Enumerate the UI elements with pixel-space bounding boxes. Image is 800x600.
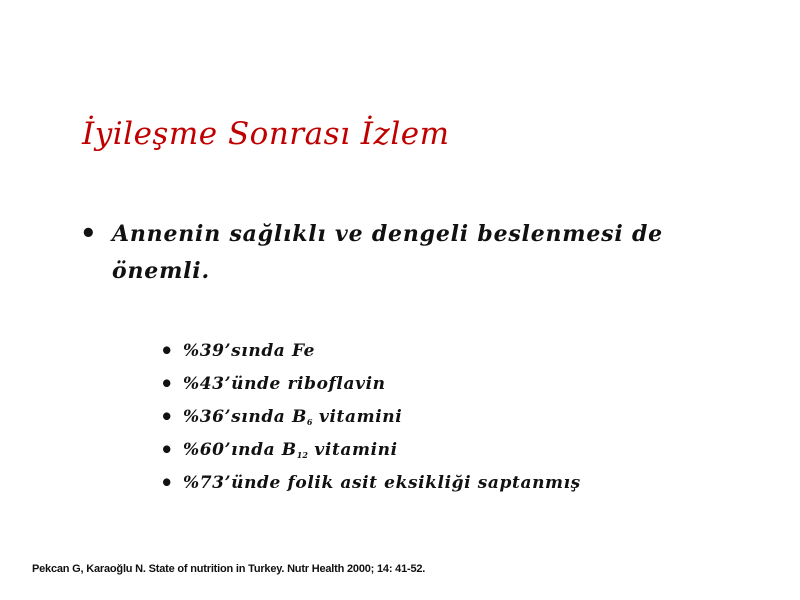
list-item-text (183, 440, 398, 460)
list-item (160, 336, 581, 369)
list-item-text (183, 407, 402, 427)
list-item (160, 369, 581, 402)
bullet-icon: • (160, 470, 175, 495)
subscript: 12 (296, 450, 308, 460)
list-item (160, 435, 581, 468)
bullet-icon: • (80, 219, 98, 249)
deficiency-list (160, 336, 581, 501)
citation: Pekcan G, Karaoğlu N. State of nutrition in Turkey. Nutr Health 2000; 14: 41-52. (32, 563, 426, 575)
list-item-text: %39’sında Fe (183, 341, 316, 361)
list-item-text-before: %36’sında B (183, 407, 307, 427)
slide-title: İyileşme Sonrası İzlem (82, 116, 450, 152)
bullet-icon: • (160, 437, 175, 462)
list-item-text: %43’ünde riboflavin (183, 374, 386, 394)
bullet-icon: • (160, 404, 175, 429)
list-item-text-before: %60’ında B (183, 440, 297, 460)
subscript: 6 (306, 417, 313, 427)
bullet-icon: • (160, 338, 175, 363)
list-item-text-after: vitamini (312, 407, 403, 427)
bullet-icon: • (160, 371, 175, 396)
list-item (160, 468, 581, 501)
list-item (160, 402, 581, 435)
list-item-text: %73’ünde folik asit eksikliği saptanmış (183, 473, 581, 493)
main-bullet-text: Annenin sağlıklı ve dengeli beslenmesi de önemli. (112, 221, 663, 284)
list-item-text-after: vitamini (307, 440, 398, 460)
main-bullet-point (80, 216, 700, 290)
